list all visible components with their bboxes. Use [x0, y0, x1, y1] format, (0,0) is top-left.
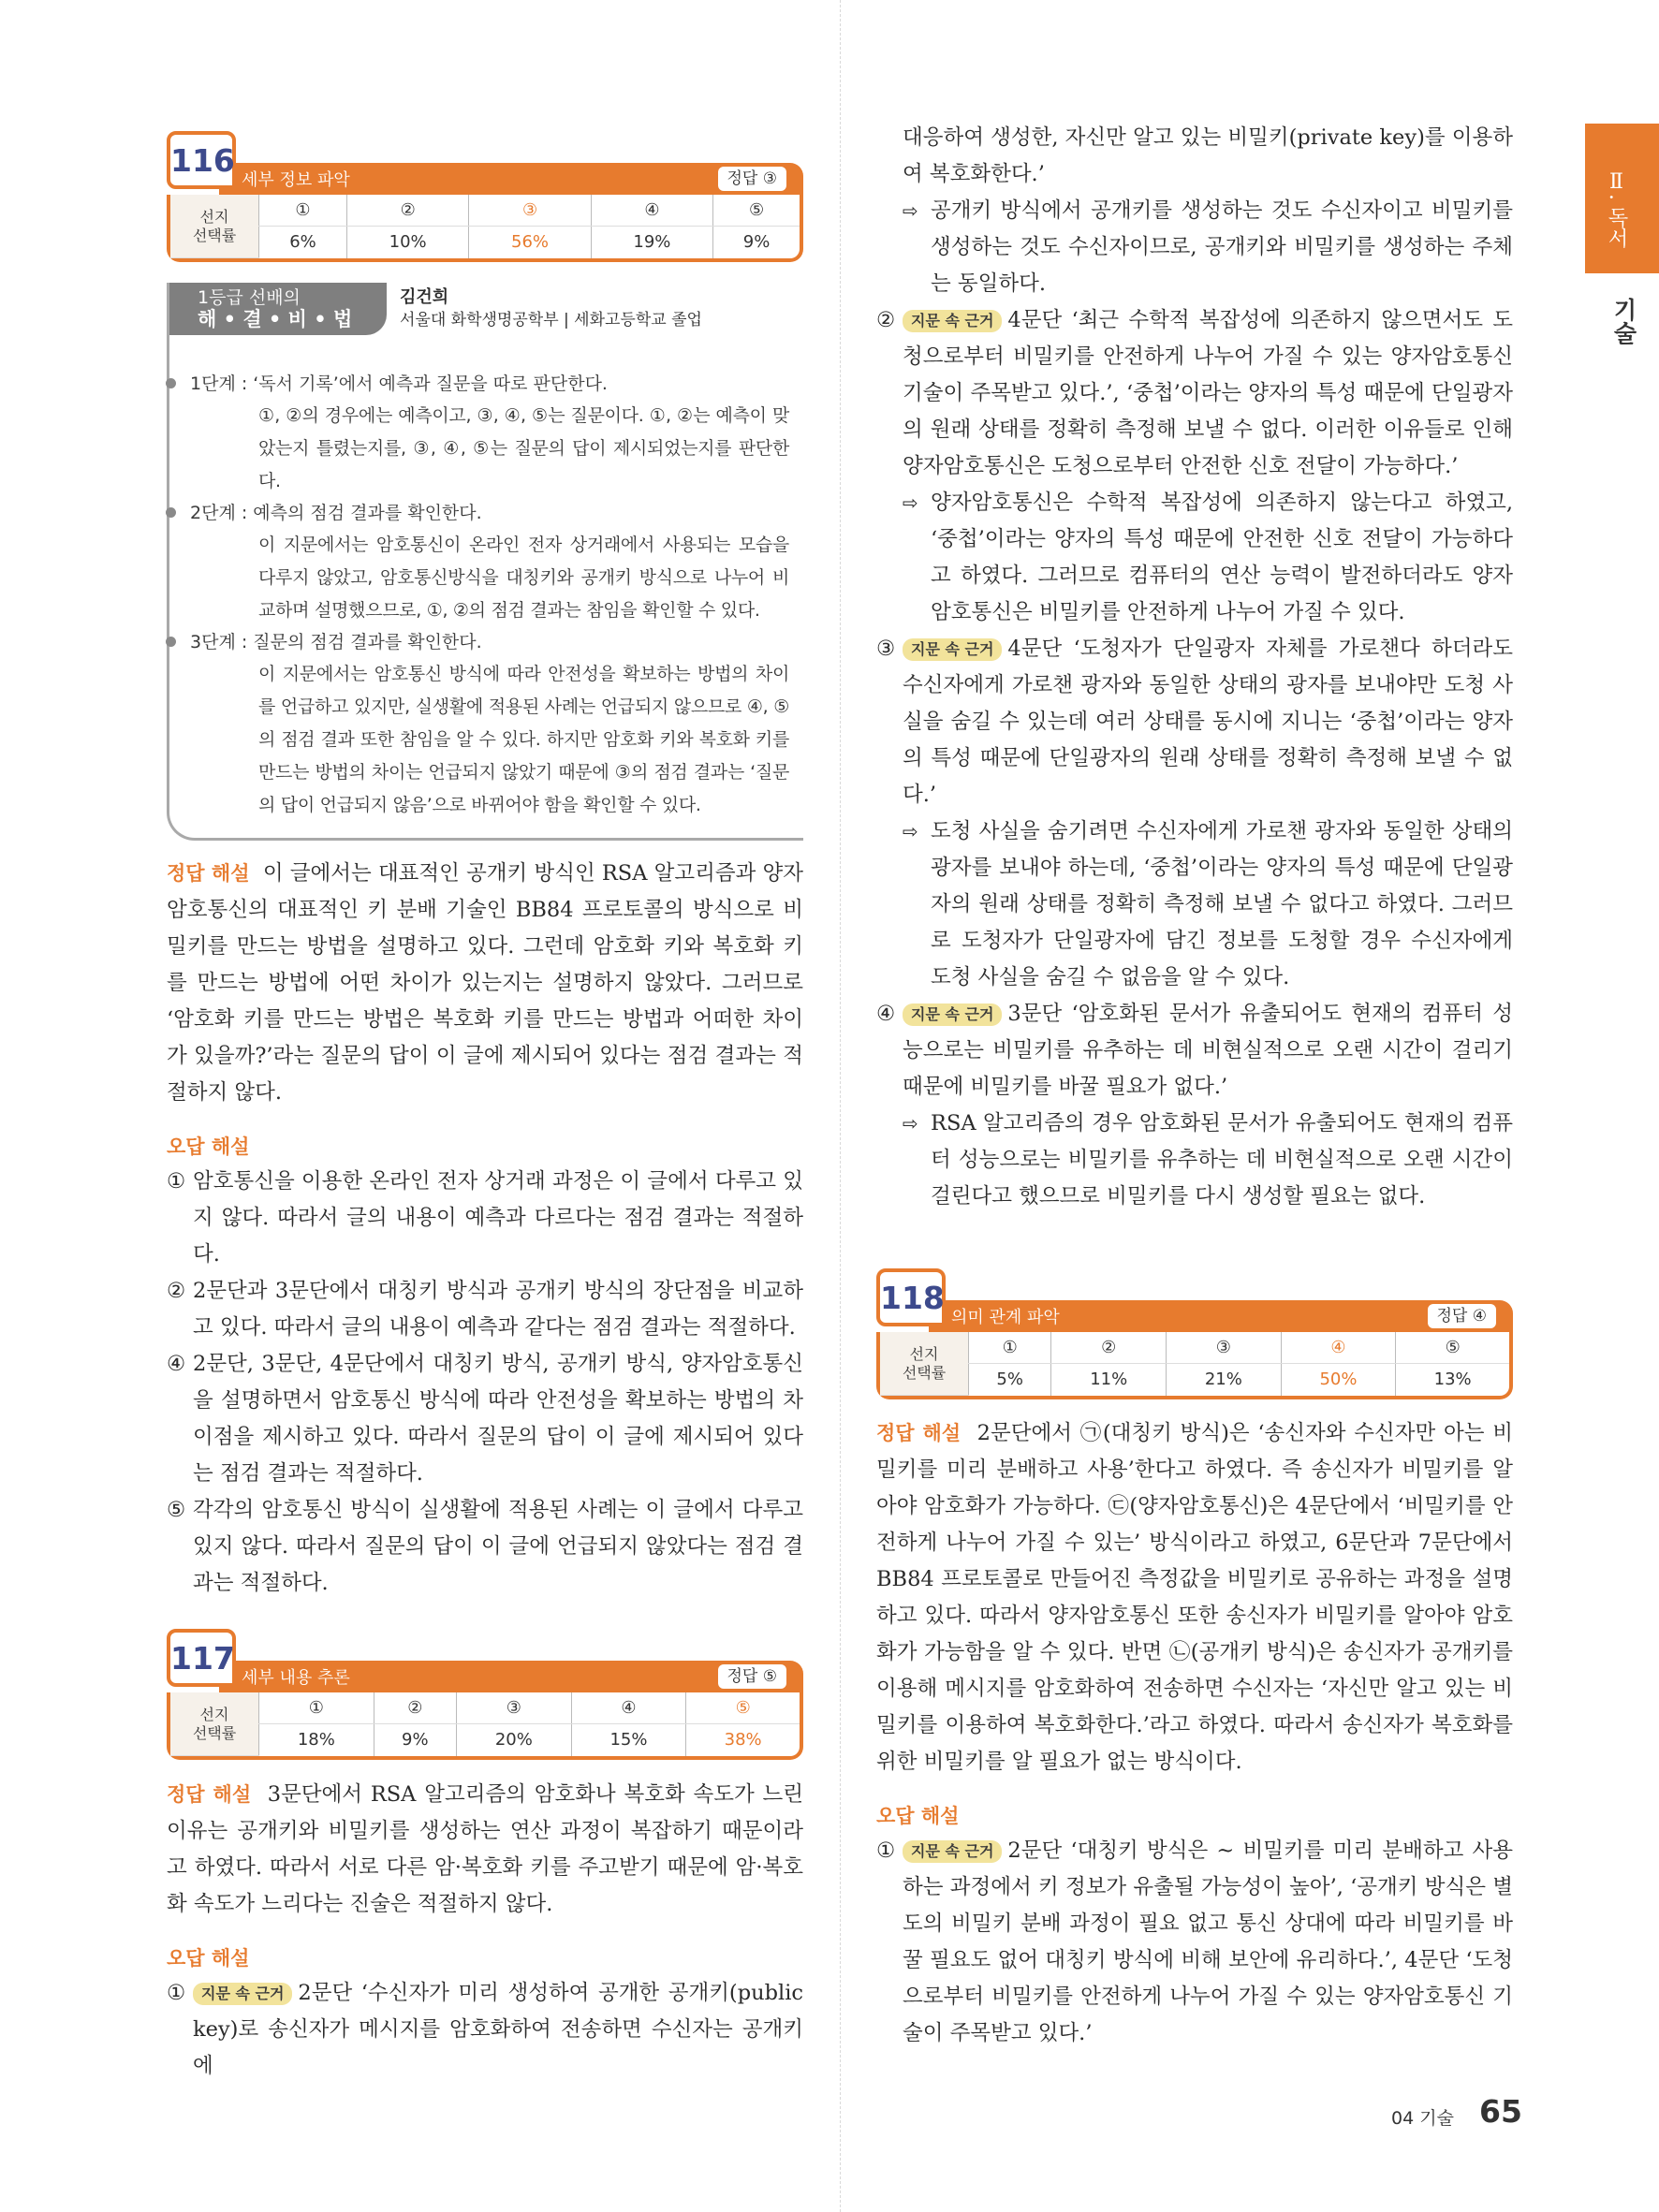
- choice-cell: ③: [469, 195, 591, 227]
- answer-117-explain-2: ⇨ 양자암호통신은 수학적 복잡성에 의존하지 않는다고 하였고, ‘중첩’이라는 양자의 특성 때문에 안전한 신호 전달이 가능하다고 하였다. 그러므로 컴퓨터의 연산 능력이 발전하더라도 양자암호통신은 비밀키를 안전하게 나누어 가질 수 있다.: [903, 485, 1513, 631]
- choice-cell: ④: [571, 1692, 686, 1724]
- choice-cell: ②: [374, 1692, 456, 1724]
- question-117-box: [167, 1629, 803, 1760]
- evidence-tag: 지문 속 근거: [903, 1003, 1002, 1026]
- chapter-label: 기술: [1610, 298, 1637, 344]
- choice-cell: ⑤: [1396, 1332, 1509, 1364]
- question-118-answer: 정답 ④: [1428, 1304, 1497, 1328]
- arrow-icon: ⇨: [903, 199, 918, 222]
- choice-cell: ③: [457, 1692, 572, 1724]
- rate-cell: 11%: [1051, 1364, 1167, 1396]
- question-116-answer: 정답 ③: [718, 167, 787, 191]
- tips-header: [169, 283, 806, 335]
- question-118-number: 118: [876, 1268, 946, 1326]
- rate-cell: 15%: [571, 1724, 686, 1756]
- tips-body: [181, 369, 789, 822]
- rate-cell: 9%: [374, 1724, 456, 1756]
- answer-117-wrong-item-1: ① 지문 속 근거 2문단 ‘수신자가 미리 생성하여 공개한 공개키(public key)로 송신자가 메시지를 암호화하여 전송하면 수신자는 공개키에: [167, 1981, 803, 2078]
- arrow-icon: ⇨: [903, 1112, 918, 1135]
- answer-116-wrong-item: ⑤ 각각의 암호통신 방식이 실생활에 적용된 사례는 이 글에서 다루고 있지 않다. 따라서 질문의 답이 이 글에 언급되지 않았다는 점검 결과는 적절하다.: [167, 1498, 803, 1595]
- tips-step-1-title: 1단계 : ‘독서 기록’에서 예측과 질문을 따로 판단한다.: [181, 369, 789, 400]
- answer-117-wrong-label: 오답 해설: [167, 1947, 250, 1970]
- choice-cell: ⑤: [713, 195, 800, 227]
- answer-116-wrong-item: ② 2문단과 3문단에서 대칭키 방식과 공개키 방식의 장단점을 비교하고 있다. 따라서 글의 내용이 예측과 같다는 점검 결과는 적절하다.: [167, 1279, 803, 1340]
- rate-table-header: 선지 선택률: [170, 195, 259, 258]
- choice-cell: ②: [346, 195, 468, 227]
- evidence-tag: 지문 속 근거: [903, 1840, 1002, 1863]
- tips-step-2-title: 2단계 : 예측의 점검 결과를 확인한다.: [181, 498, 789, 529]
- answer-117-wrong-item-1-cont: 대응하여 생성한, 자신만 알고 있는 비밀키(private key)를 이용하여 복호화한다.’: [903, 125, 1513, 186]
- answer-117-wrong-item-4: ④ 지문 속 근거 3문단 ‘암호화된 문서가 유출되어도 현재의 컴퓨터 성능으로는 비밀키를 유추하는 데 비현실적으로 오랜 시간이 걸리기 때문에 비밀키를 바꿀 필요가 없다.’: [876, 1002, 1513, 1099]
- tips-author: 김건희 서울대 화학생명공학부 | 세화고등학교 졸업: [400, 287, 702, 330]
- rate-cell: 50%: [1281, 1364, 1396, 1396]
- rate-cell: 13%: [1396, 1364, 1509, 1396]
- arrow-icon: ⇨: [903, 491, 918, 514]
- rate-cell: 21%: [1167, 1364, 1282, 1396]
- answer-118-wrong-item-1: ① 지문 속 근거 2문단 ‘대칭키 방식은 ~ 비밀키를 미리 분배하고 사용하는 과정에서 키 정보가 유출될 가능성이 높아’, ‘공개키 방식은 별도의 비밀키 분배 과정이 필요 없고 통신 상대에 따라 비밀키를 바꿀 필요도 없어 대칭키 방식에 비해 보안에 유리하다.’, 4문단 ‘도청으로부터 비밀키를 안전하게 나누어 가질 수 있는 양자암호통신 기술이 주목받고 있다.’: [876, 1838, 1513, 2045]
- rate-cell: 18%: [259, 1724, 374, 1756]
- rate-cell: 38%: [686, 1724, 800, 1756]
- rate-cell: 5%: [969, 1364, 1051, 1396]
- evidence-tag: 지문 속 근거: [903, 638, 1002, 661]
- choice-cell: ④: [1281, 1332, 1396, 1364]
- question-117-bar: [219, 1661, 803, 1692]
- choice-cell: ④: [591, 195, 712, 227]
- answer-118-section: [876, 1415, 1513, 2052]
- footer-section: 04 기술: [1391, 2108, 1454, 2129]
- choice-cell: ①: [969, 1332, 1051, 1364]
- answer-116-section: [167, 856, 803, 1602]
- answer-117-continued: [876, 120, 1513, 1215]
- answer-118-correct: 정답 해설 2문단에서 ㉠(대칭키 방식)은 ‘송신자와 수신자만 아는 비밀키를 미리 분배하고 사용’한다고 하였다. 즉 송신자가 비밀키를 알아야 암호화가 가능하다. ㉢(양자암호통신)은 4문단에서 ‘비밀키를 안전하게 나누어 가질 수 있는’ 방식이라고 하였고, 6문단과 7문단에서 BB84 프로토콜로 만들어진 측정값을 비밀키로 공유하는 과정을 설명하고 있다. 따라서 양자암호통신 또한 송신자가 비밀키를 알아야 암호화가 가능함을 알 수 있다. 반면 ㉡(공개키 방식)은 송신자가 공개키를 이용해 메시지를 암호화하여 전송하면 수신자는 ‘자신만 알고 있는 비밀키를 이용하여 복호화한다.’라고 하였다. 따라서 송신자가 복호화를 위한 비밀키를 알 필요가 없는 방식이다.: [876, 1421, 1513, 1774]
- choice-cell: ②: [1051, 1332, 1167, 1364]
- choice-cell: ①: [259, 1692, 374, 1724]
- tips-box: [167, 283, 803, 841]
- rate-cell: 9%: [713, 227, 800, 258]
- tips-step-1-text: ①, ②의 경우에는 예측이고, ③, ④, ⑤는 질문이다. ①, ②는 예측이 맞았는지 틀렸는지를, ③, ④, ⑤는 질문의 답이 제시되었는지를 판단한다.: [258, 405, 789, 491]
- arrow-icon: ⇨: [903, 820, 918, 842]
- answer-116-wrong-item: ① 암호통신을 이용한 온라인 전자 상거래 과정은 이 글에서 다루고 있지 않다. 따라서 글의 내용이 예측과 다르다는 점검 결과는 적절하다.: [167, 1169, 803, 1267]
- column-divider: [840, 0, 841, 2212]
- answer-116-wrong-item: ④ 2문단, 3문단, 4문단에서 대칭키 방식, 공개키 방식, 양자암호통신을 설명하면서 암호통신 방식에 따라 안전성을 확보하는 방법의 차이점을 제시하고 있다. 따라서 질문의 답이 이 글에 제시되어 있다는 점검 결과는 적절하다.: [167, 1352, 803, 1486]
- choice-cell: ①: [259, 195, 347, 227]
- question-117-answer: 정답 ⑤: [718, 1664, 787, 1689]
- evidence-tag: 지문 속 근거: [193, 1983, 292, 2005]
- answer-117-explain-4: ⇨ RSA 알고리즘의 경우 암호화된 문서가 유출되어도 현재의 컴퓨터 성능으로는 비밀키를 유추하는 데 비현실적으로 오랜 시간이 걸린다고 했으므로 비밀키를 다시 생성할 필요는 없다.: [903, 1106, 1513, 1215]
- page-number: 65: [1479, 2093, 1522, 2130]
- rate-table-header: 선지 선택률: [170, 1692, 259, 1756]
- tips-step-3-text: 이 지문에서는 암호통신 방식에 따라 안전성을 확보하는 방법의 차이를 언급하고 있지만, 실생활에 적용된 사례는 언급되지 않으므로 ④, ⑤의 점검 결과 또한 참임을 알 수 있다. 하지만 암호화 키와 복호화 키를 만드는 방법의 차이는 언급되지 않았기 때문에 ③의 점검 결과는 ‘질문의 답이 언급되지 않음’으로 바뀌어야 함을 확인할 수 있다.: [258, 664, 789, 815]
- question-116-bar: [219, 163, 803, 195]
- chapter-tab: Ⅱ. 독서: [1585, 124, 1659, 273]
- answer-118-wrong-label: 오답 해설: [876, 1805, 960, 1827]
- answer-117-explain-3: ⇨ 도청 사실을 숨기려면 수신자에게 가로챈 광자와 동일한 상태의 광자를 보내야 하는데, ‘중첩’이라는 양자의 특성 때문에 단일광자의 원래 상태를 정확히 측정해 보낼 수 없다고 하였다. 그러므로 도청자가 단일광자에 담긴 정보를 도청할 경우 수신자에게 도청 사실을 숨길 수 없음을 알 수 있다.: [903, 813, 1513, 996]
- question-117-title: 세부 내용 추론: [242, 1668, 350, 1688]
- rate-cell: 19%: [591, 227, 712, 258]
- answer-117-section: [167, 1777, 803, 2085]
- tips-step-2-text: 이 지문에서는 암호통신이 온라인 전자 상거래에서 사용되는 모습을 다루지 않았고, 암호통신방식을 대칭키와 공개키 방식으로 나누어 비교하며 설명했으므로, ①, ②의 점검 결과는 참임을 확인할 수 있다.: [258, 535, 789, 621]
- question-117-number: 117: [167, 1629, 236, 1687]
- tips-step-3-title: 3단계 : 질문의 점검 결과를 확인한다.: [181, 627, 789, 658]
- answer-117-correct: 정답 해설 3문단에서 RSA 알고리즘의 암호화나 복호화 속도가 느린 이유는 공개키와 비밀키를 생성하는 연산 과정이 복잡하기 때문이라고 하였다. 따라서 서로 다른 암·복호화 키를 주고받기 때문에 암·복호화 속도가 느리다는 진술은 적절하지 않다.: [167, 1782, 803, 1916]
- choice-cell: ⑤: [686, 1692, 800, 1724]
- answer-117-wrong-item-3: ③ 지문 속 근거 4문단 ‘도청자가 단일광자 자체를 가로챈다 하더라도 수신자에게 가로챈 광자와 동일한 상태의 광자를 보내야만 도청 사실을 숨길 수 있는데 여러 상태를 동시에 지니는 ‘중첩’이라는 양자의 특성 때문에 단일광자의 원래 상태를 정확히 측정해 보낼 수 없다.’: [876, 637, 1513, 807]
- rate-cell: 20%: [457, 1724, 572, 1756]
- question-116-title: 세부 정보 파악: [242, 170, 350, 190]
- question-117-rate-table: [167, 1692, 803, 1760]
- tips-label: 1등급 선배의 해 • 결 • 비 • 법: [169, 283, 387, 335]
- evidence-tag: 지문 속 근거: [903, 310, 1002, 332]
- answer-116-correct: 정답 해설 이 글에서는 대표적인 공개키 방식인 RSA 알고리즘과 양자암호통신의 대표적인 키 분배 기술인 BB84 프로토콜의 방식으로 비밀키를 만드는 방법을 설명하고 있다. 그런데 암호화 키와 복호화 키를 만드는 방법에 어떤 차이가 있는지는 설명하지 않았다. 그러므로 ‘암호화 키를 만드는 방법은 복호화 키를 만드는 방법과 어떠한 차이가 있을까?’라는 질문의 답이 이 글에 제시되어 있다는 점검 결과는 적절하지 않다.: [167, 861, 803, 1105]
- question-118-box: [876, 1268, 1513, 1399]
- rate-cell: 10%: [346, 227, 468, 258]
- question-116-number: 116: [167, 131, 236, 189]
- rate-table-header: 선지 선택률: [880, 1332, 969, 1396]
- choice-cell: ③: [1167, 1332, 1282, 1364]
- question-118-bar: [929, 1300, 1513, 1332]
- question-118-rate-table: [876, 1332, 1513, 1399]
- rate-cell: 6%: [259, 227, 347, 258]
- question-116-box: [167, 131, 803, 262]
- answer-116-wrong-label: 오답 해설: [167, 1135, 250, 1158]
- answer-117-wrong-item-2: ② 지문 속 근거 4문단 ‘최근 수학적 복잡성에 의존하지 않으면서도 도청으로부터 비밀키를 안전하게 나누어 가질 수 있는 양자암호통신 기술이 주목받고 있다.’, ‘중첩’이라는 양자의 특성 때문에 단일광자의 원래 상태를 정확히 측정해 보낼 수 없다. 이러한 이유들로 인해 양자암호통신은 도청으로부터 안전한 신호 전달이 가능하다.’: [876, 308, 1513, 478]
- question-118-title: 의미 관계 파악: [951, 1308, 1060, 1327]
- rate-cell: 56%: [469, 227, 591, 258]
- question-116-rate-table: [167, 195, 803, 262]
- answer-117-explain-1: ⇨ 공개키 방식에서 공개키를 생성하는 것도 수신자이고 비밀키를 생성하는 것도 수신자이므로, 공개키와 비밀키를 생성하는 주체는 동일하다.: [903, 193, 1513, 302]
